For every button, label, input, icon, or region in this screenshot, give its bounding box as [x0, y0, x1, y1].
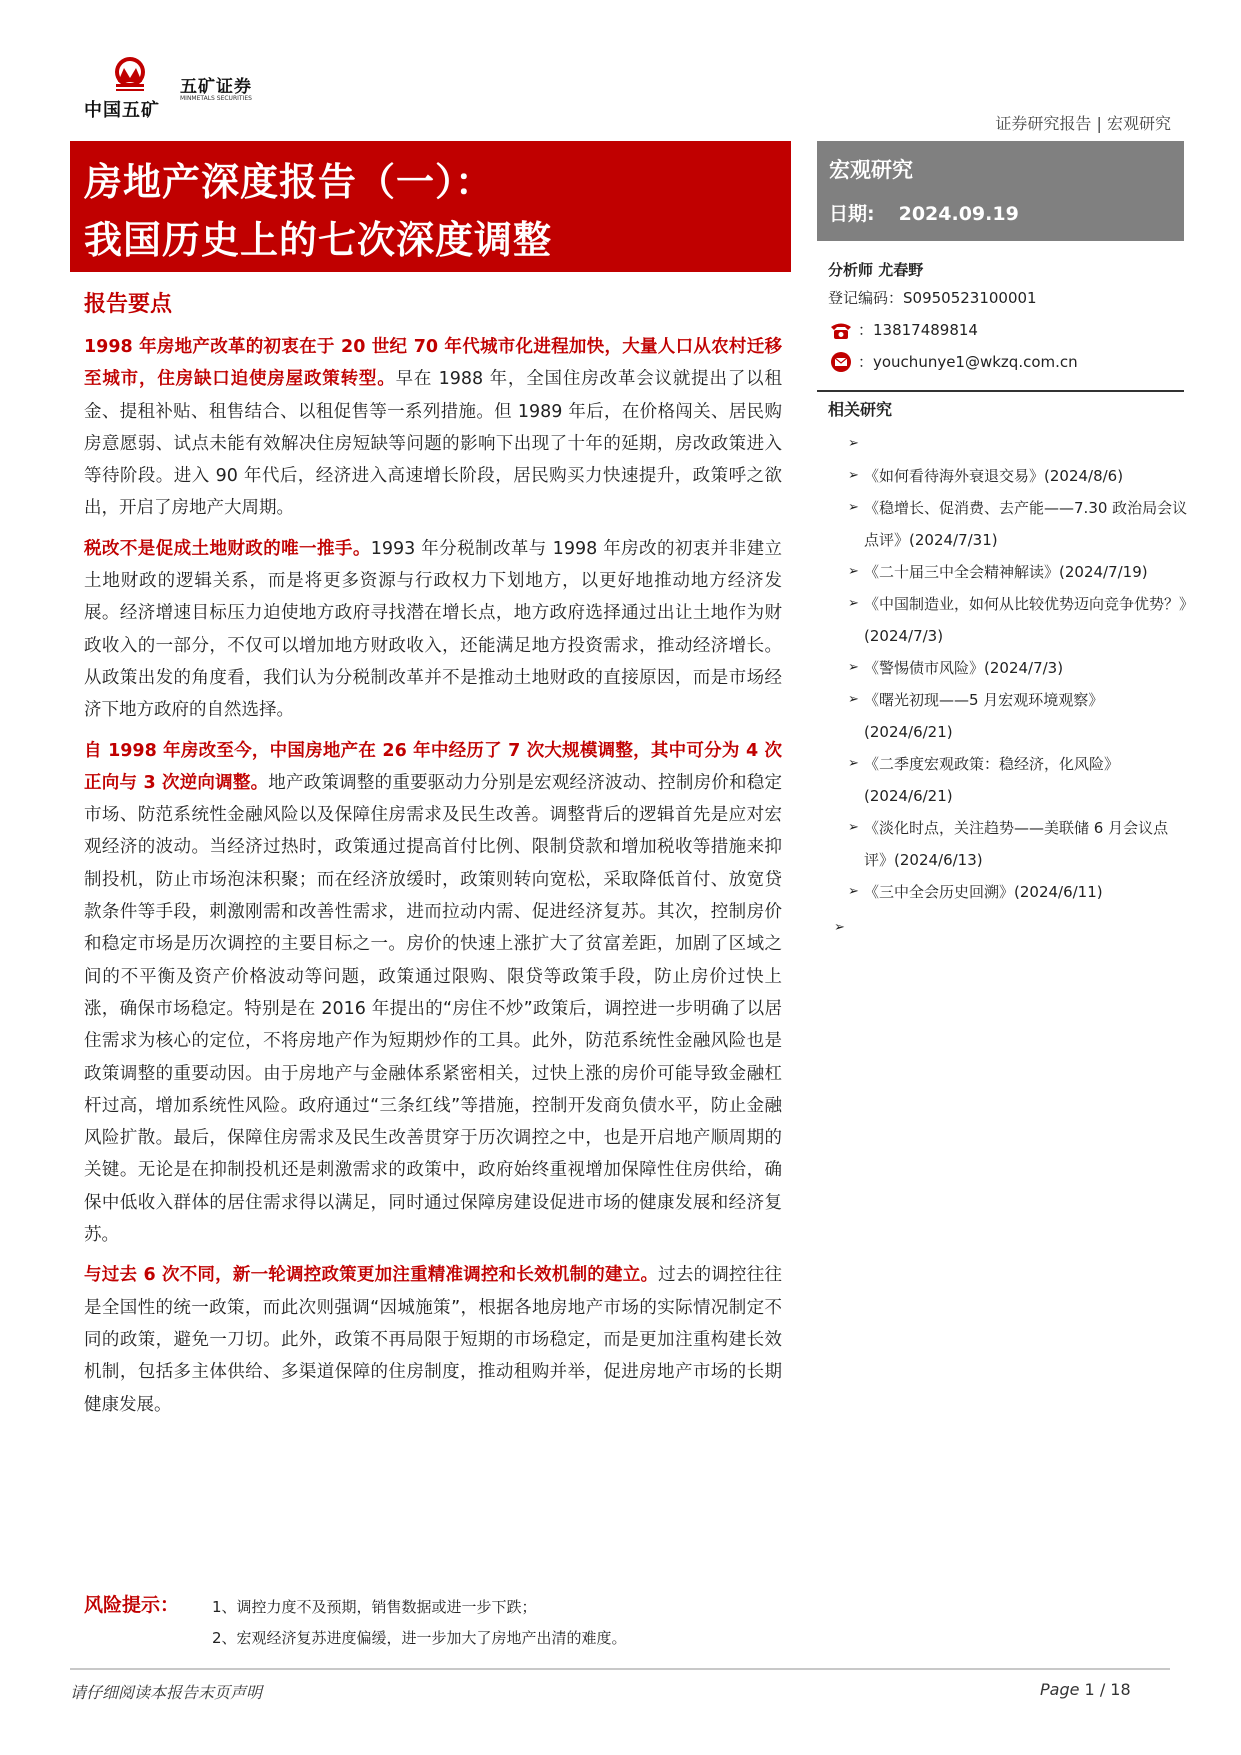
paragraph-text: 过去的调控往往是全国性的统一政策，而此次则强调“因城施策”，根据各地房地产市场的实际情况制定不同的政策，避免一刀切。此外，政策不再局限于短期的市场稳定，而是更加注重构建长效机制，包括多主体供给、多渠道保障的住房制度，推动租购并举，促进房地产市场的长期健康发展。 [84, 1265, 783, 1415]
paragraph-text: 地产政策调整的重要驱动力分别是宏观经济波动、控制房价和稳定市场、防范系统性金融风险以及保障住房需求及民生改善。调整背后的逻辑首先是应对宏观经济的波动。当经济过热时，政策通过提高首付比例、限制贷款和增加税收等措施来抑制投机，防止市场泡沫积聚；而在经济放缓时，政策则转向宽松，采取降低首付、放宽贷款条件等手段，刺激刚需和改善性需求，进而拉动内需、促进经济复苏。其次，控制房价和稳定市场是历次调控的主要目标之一。房价的快速上涨扩大了贫富差距，加剧了区域之间的不平衡及资产价格波动等问题，政策通过限购、限贷等政策手段，防止房价过快上涨，确保市场稳定。特别是在 2016 年提出的“房住不炒”政策后，调控进一步明确了以居住需求为核心的定位，不将房地产作为短期炒作的工具。此外，防范系统性金融风险也是政策调整的重要动因。由于房地产与金融体系紧密相关，过快上涨的房价可能导致金融杠杆过高，增加系统性风险。政府通过“三条红线”等措施，控制开发商负债水平，防止金融风险扩散。最后，保障住房需求及民生改善贯穿于历次调控之中，也是开启地产顺周期的关键。无论是在抑制投机还是刺激需求的政策中，政府始终重视增加保障性住房供给，确保中低收入群体的居住需求得以满足，同时通过保障房建设促进市场的健康发展和经济复苏。 [84, 772, 782, 1246]
title-line-1: 房地产深度报告（一）： [84, 160, 495, 204]
date-label: 日期: [829, 203, 875, 225]
paragraph [84, 1259, 782, 1420]
paragraph-text: 1993 年分税制改革与 1998 年房改的初衷并非建立土地财政的逻辑关系，而是将更多资源与行政权力下划地方，以更好地推动地方经济发展。经济增速目标压力迫使地方政府寻找潜在增长点，地方政府选择通过出让土地作为财政收入的一部分，不仅可以增加地方财政收入，还能满足地方投资需求，推动经济增长。从政策出发的角度看，我们认为分税制改革并不是推动土地财政的直接原因，而是市场经济下地方政府的自然选择。 [84, 538, 782, 721]
company-logo [84, 56, 264, 122]
email-icon [828, 351, 854, 373]
analyst-registration [828, 282, 1184, 314]
paragraph-highlight: 自 1998 年房改至今，中国房地产在 26 年中经历了 7 次大规模调整，其中可分为 4 次正向与 3 次逆向调整。 [84, 740, 782, 793]
related-item[interactable]: ➢ 《淡化时点，关注趋势——美联储 6 月会议点评》(2024/6/13) [848, 812, 1188, 876]
arrow-bullet-icon: ➢ [834, 920, 845, 935]
paragraph [84, 533, 782, 727]
key-points-body [84, 331, 782, 1429]
page-current: 1 [1084, 1680, 1095, 1699]
paragraph [84, 735, 782, 1252]
paragraph-text: 早在 1988 年，全国住房改革会议就提出了以租金、提租补贴、租售结合、以租促售等一系列措施。但 1989 年后，在价格闯关、居民购房意愿弱、试点未能有效解决住房短缺等问题的影响下出现了十年的延期，房改政策进入等待阶段。进入 90 年代后，经济进入高速增长阶段，居民购买力快速提升，政策呼之欲出，开启了房地产大周期。 [84, 369, 782, 519]
risk-label: 风险提示： [84, 1594, 180, 1616]
registration-code: 登记编码：S0950523100001 [828, 289, 1037, 307]
logo-securities-name: 五矿证券 [180, 77, 252, 97]
analyst-phone-row [828, 314, 1184, 346]
sidebar-divider [817, 390, 1184, 392]
logo-company-name: 中国五矿 [84, 100, 160, 121]
related-item[interactable]: ➢ 《警惕债市风险》(2024/7/3) [848, 652, 1188, 684]
footer-divider [70, 1668, 1170, 1670]
analyst-email-row [828, 346, 1184, 378]
page-number [1040, 1680, 1131, 1699]
title-banner [70, 141, 791, 272]
related-item[interactable]: ➢ 《二十届三中全会精神解读》(2024/7/19) [848, 556, 1188, 588]
related-item[interactable]: ➢ 《曙光初现——5 月宏观环境观察》(2024/6/21) [848, 684, 1188, 748]
risk-list [212, 1592, 627, 1654]
list-item-empty [848, 428, 1188, 460]
analyst-phone: ：13817489814 [858, 321, 978, 339]
analyst-info [828, 258, 1184, 378]
analyst-email[interactable]: ：youchunye1@wkzq.com.cn [858, 353, 1078, 371]
minmetals-logo-icon [110, 56, 150, 96]
related-item[interactable]: ➢ 《如何看待海外衰退交易》(2024/8/6) [848, 460, 1188, 492]
risk-item: 1、调控力度不及预期，销售数据或进一步下跌； [212, 1598, 537, 1616]
logo-securities-en: MINMETALS SECURITIES [180, 95, 252, 102]
analyst-name: 分析师 尤春野 [828, 261, 924, 279]
related-research-title: 相关研究 [828, 400, 893, 419]
title-line-2: 我国历史上的七次深度调整 [84, 218, 553, 262]
date-value: 2024.09.19 [898, 203, 1019, 225]
related-item[interactable]: ➢ 《稳增长、促消费、去产能——7.30 政治局会议点评》(2024/7/31) [848, 492, 1188, 556]
related-item[interactable]: ➢ 《中国制造业，如何从比较优势迈向竞争优势？》(2024/7/3) [848, 588, 1188, 652]
key-points-heading: 报告要点 [84, 292, 173, 317]
paragraph-highlight: 税改不是促成土地财政的唯一推手。 [84, 538, 371, 559]
related-item[interactable]: ➢ 《三中全会历史回溯》(2024/6/11) [848, 876, 1188, 908]
related-item[interactable]: ➢ 《二季度宏观政策：稳经济，化风险》(2024/6/21) [848, 748, 1188, 812]
report-date [829, 199, 1172, 226]
phone-icon [828, 319, 854, 341]
footer-disclaimer: 请仔细阅读本报告末页声明 [70, 1683, 263, 1702]
category-date-box [817, 141, 1184, 241]
page-label: Page [1040, 1680, 1080, 1699]
report-type-tag: 证券研究报告 | 宏观研究 [995, 114, 1171, 133]
page-total: / 18 [1099, 1680, 1131, 1699]
paragraph [84, 331, 782, 525]
risk-item: 2、宏观经济复苏进度偏缓，进一步加大了房地产出清的难度。 [212, 1629, 627, 1647]
paragraph-highlight: 与过去 6 次不同，新一轮调控政策更加注重精准调控和长效机制的建立。 [84, 1265, 659, 1286]
related-research-list [848, 428, 1188, 908]
report-category: 宏观研究 [829, 158, 913, 182]
paragraph-highlight: 1998 年房地产改革的初衷在于 20 世纪 70 年代城市化进程加快，大量人口从农村迁移至城市，住房缺口迫使房屋政策转型。 [84, 337, 782, 390]
